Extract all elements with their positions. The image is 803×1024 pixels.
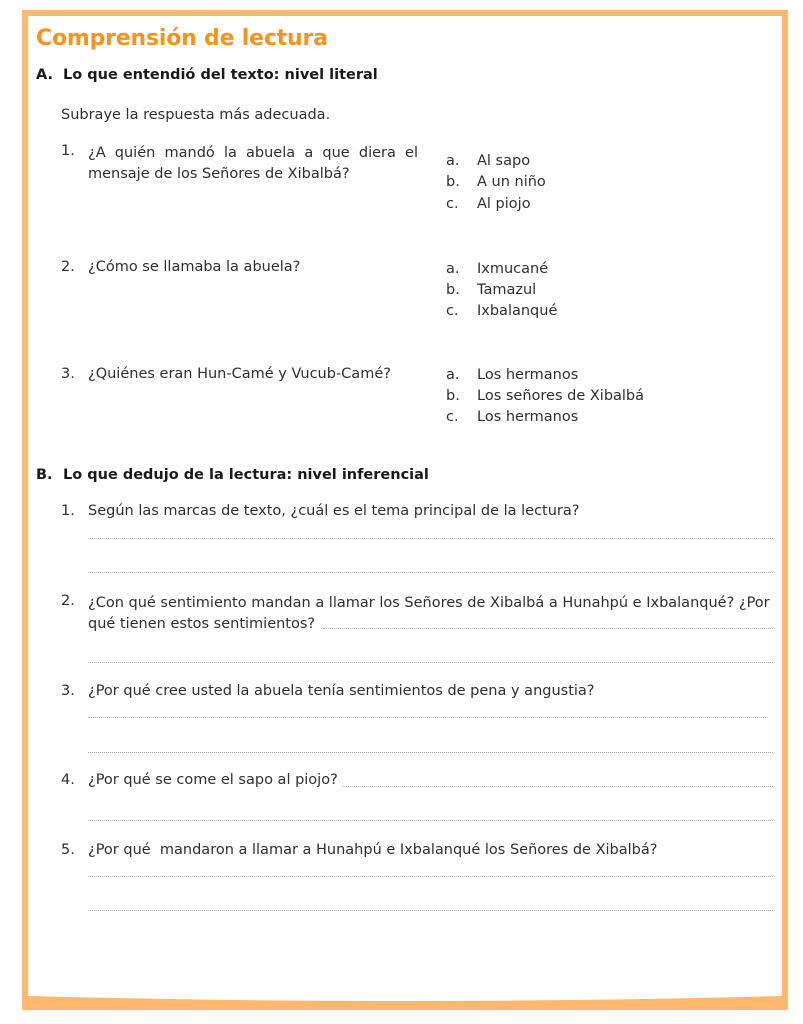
option-letter: b. [446,282,460,298]
question-text: ¿Por qué mandaron a llamar a Hunahpú e Ixbalanqué los Señores de Xibalbá? [88,842,658,858]
option-text[interactable]: Los hermanos [477,367,579,383]
question-text: ¿Por qué cree usted la abuela tenía sentimientos de pena y angustia? [88,683,595,699]
answer-line[interactable] [88,752,773,753]
question-number: 1. [61,143,75,159]
option-letter: a. [446,367,460,383]
option-letter: b. [446,388,460,404]
answer-line[interactable] [323,628,773,629]
option-letter: a. [446,261,460,277]
answer-line[interactable] [88,538,773,539]
option-letter: a. [446,153,460,169]
answer-line[interactable] [88,820,773,821]
answer-line[interactable] [88,717,768,718]
option-text[interactable]: Ixbalanqué [477,303,558,319]
section-b-letter: B. [36,467,53,483]
question-text: ¿Con qué sentimiento mandan a llamar los Señores de Xibalbá a Hunahpú e Ixbalanqué? ¿Por qué tienen estos sentimientos? [88,595,770,632]
option-text[interactable]: A un niño [477,174,546,190]
option-text[interactable]: Tamazul [477,282,537,298]
question-number: 5. [61,842,75,858]
answer-line[interactable] [88,876,773,877]
option-text[interactable]: Al sapo [477,153,531,169]
option-letter: b. [446,174,460,190]
option-text[interactable]: Al piojo [477,196,531,212]
question-number: 3. [61,366,75,382]
question-number: 3. [61,683,75,699]
option-text[interactable]: Los señores de Xibalbá [477,388,645,404]
option-text[interactable]: Ixmucané [477,261,549,277]
question-text: Según las marcas de texto, ¿cuál es el tema principal de la lectura? [88,503,580,519]
section-a-instruction: Subraye la respuesta más adecuada. [61,107,331,123]
option-letter: c. [446,196,459,212]
question-number: 4. [61,772,75,788]
option-letter: c. [446,409,459,425]
question-text: ¿A quién mandó la abuela a que diera el mensaje de los Señores de Xibalbá? [88,145,418,182]
section-b-heading: Lo que dedujo de la lectura: nivel inferencial [63,467,429,483]
answer-line[interactable] [88,910,773,911]
section-a-heading: Lo que entendió del texto: nivel literal [63,67,378,83]
question-text: ¿Por qué se come el sapo al piojo? [88,772,338,788]
answer-line[interactable] [88,662,773,663]
answer-line[interactable] [342,786,773,787]
option-letter: c. [446,303,459,319]
question-number: 1. [61,503,75,519]
question-number: 2. [61,259,75,275]
option-text[interactable]: Los hermanos [477,409,579,425]
section-a-letter: A. [36,67,53,83]
page-title: Comprensión de lectura [36,26,328,51]
answer-line[interactable] [88,572,773,573]
question-text: ¿Cómo se llamaba la abuela? [88,259,301,275]
question-text: ¿Quiénes eran Hun-Camé y Vucub-Camé? [88,366,391,382]
question-number: 2. [61,593,75,609]
